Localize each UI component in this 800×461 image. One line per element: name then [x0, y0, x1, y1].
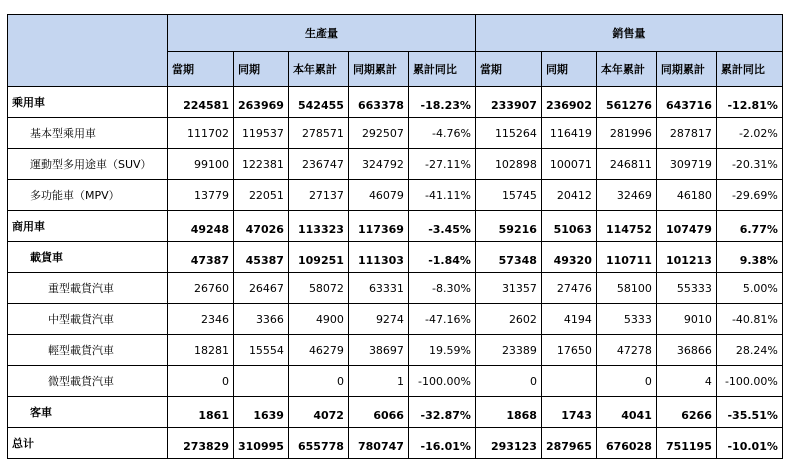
table-cell: 113323 — [288, 211, 348, 242]
table-row — [8, 118, 783, 149]
column-header: 同期 — [541, 52, 596, 87]
table-cell: 655778 — [288, 428, 348, 459]
table-cell: 15554 — [234, 335, 289, 366]
table-cell: 100071 — [541, 149, 596, 180]
table-cell: 0 — [288, 366, 348, 397]
table-body — [8, 15, 783, 459]
table-cell: 1639 — [234, 397, 289, 428]
row-label: 总计 — [8, 428, 168, 459]
table-cell: 28.24% — [716, 335, 782, 366]
table-cell: 4072 — [288, 397, 348, 428]
table-cell: 15745 — [475, 180, 541, 211]
table-cell: -12.81% — [716, 87, 782, 118]
table-cell: 5.00% — [716, 273, 782, 304]
table-cell: 9274 — [348, 304, 408, 335]
table-cell: -2.02% — [716, 118, 782, 149]
table-row — [8, 397, 783, 428]
table-cell: 236747 — [288, 149, 348, 180]
column-header: 同期累計 — [348, 52, 408, 87]
table-cell: 111303 — [348, 242, 408, 273]
table-cell: 0 — [168, 366, 234, 397]
table-cell: 310995 — [234, 428, 289, 459]
row-label: 乘用車 — [8, 87, 168, 118]
table-cell — [234, 366, 289, 397]
table-row — [8, 242, 783, 273]
table-cell: 47026 — [234, 211, 289, 242]
table-cell: 49248 — [168, 211, 234, 242]
table-cell: 2602 — [475, 304, 541, 335]
table-cell: -16.01% — [408, 428, 475, 459]
table-row — [8, 87, 783, 118]
table-cell: -35.51% — [716, 397, 782, 428]
table-cell: 27137 — [288, 180, 348, 211]
table-row — [8, 428, 783, 459]
table-cell: 107479 — [656, 211, 716, 242]
table-cell: -40.81% — [716, 304, 782, 335]
table-cell: 18281 — [168, 335, 234, 366]
table-cell: 281996 — [596, 118, 656, 149]
table-cell: 46079 — [348, 180, 408, 211]
table-cell: 26760 — [168, 273, 234, 304]
table-cell: -4.76% — [408, 118, 475, 149]
table-cell: 6266 — [656, 397, 716, 428]
table-cell: -100.00% — [716, 366, 782, 397]
table-cell: 119537 — [234, 118, 289, 149]
table-cell: 114752 — [596, 211, 656, 242]
table-cell: 1861 — [168, 397, 234, 428]
table-cell: 4900 — [288, 304, 348, 335]
column-header: 累計同比 — [408, 52, 475, 87]
table-cell: 51063 — [541, 211, 596, 242]
table-cell: 0 — [596, 366, 656, 397]
table-cell: -1.84% — [408, 242, 475, 273]
table-cell: -100.00% — [408, 366, 475, 397]
table-cell: 109251 — [288, 242, 348, 273]
column-header: 同期累計 — [656, 52, 716, 87]
table-cell: 19.59% — [408, 335, 475, 366]
column-header: 累計同比 — [716, 52, 782, 87]
table-cell: 4 — [656, 366, 716, 397]
column-header: 當期 — [168, 52, 234, 87]
table-cell: 2346 — [168, 304, 234, 335]
table-cell: 278571 — [288, 118, 348, 149]
table-row — [8, 211, 783, 242]
table-cell: 287817 — [656, 118, 716, 149]
table-cell: 102898 — [475, 149, 541, 180]
table-cell: 293123 — [475, 428, 541, 459]
table-cell: 55333 — [656, 273, 716, 304]
table-cell: 59216 — [475, 211, 541, 242]
table-cell: 6.77% — [716, 211, 782, 242]
table-cell: 47278 — [596, 335, 656, 366]
table-cell: 23389 — [475, 335, 541, 366]
table-cell: -29.69% — [716, 180, 782, 211]
table-cell: 1 — [348, 366, 408, 397]
table-cell: 287965 — [541, 428, 596, 459]
table-cell: 32469 — [596, 180, 656, 211]
table-cell: 780747 — [348, 428, 408, 459]
table-cell: 233907 — [475, 87, 541, 118]
table-cell: 101213 — [656, 242, 716, 273]
table-cell: -8.30% — [408, 273, 475, 304]
table-cell: -47.16% — [408, 304, 475, 335]
table-cell: -20.31% — [716, 149, 782, 180]
table-cell: 110711 — [596, 242, 656, 273]
row-label: 輕型載貨汽車 — [8, 335, 168, 366]
table-row — [8, 273, 783, 304]
table-cell: 46279 — [288, 335, 348, 366]
table-cell: 49320 — [541, 242, 596, 273]
table-cell: 38697 — [348, 335, 408, 366]
table-cell: 13779 — [168, 180, 234, 211]
table-cell: 122381 — [234, 149, 289, 180]
table-cell: 561276 — [596, 87, 656, 118]
table-cell: 263969 — [234, 87, 289, 118]
table-cell: 309719 — [656, 149, 716, 180]
table-cell: 6066 — [348, 397, 408, 428]
table-cell: 4041 — [596, 397, 656, 428]
table-cell: 45387 — [234, 242, 289, 273]
column-header: 當期 — [475, 52, 541, 87]
table-cell: 22051 — [234, 180, 289, 211]
row-label: 重型載貨汽車 — [8, 273, 168, 304]
table-cell: 676028 — [596, 428, 656, 459]
table-cell: 9010 — [656, 304, 716, 335]
table-cell: 273829 — [168, 428, 234, 459]
table-cell: 26467 — [234, 273, 289, 304]
table-cell: 58100 — [596, 273, 656, 304]
column-header: 同期 — [234, 52, 289, 87]
table-cell: 5333 — [596, 304, 656, 335]
table-cell: -18.23% — [408, 87, 475, 118]
row-label: 商用車 — [8, 211, 168, 242]
column-header: 本年累計 — [596, 52, 656, 87]
table-cell: 99100 — [168, 149, 234, 180]
row-label: 客車 — [8, 397, 168, 428]
table-cell: 20412 — [541, 180, 596, 211]
table-cell: 236902 — [541, 87, 596, 118]
table-cell: -41.11% — [408, 180, 475, 211]
table-cell: 3366 — [234, 304, 289, 335]
table-row — [8, 149, 783, 180]
column-header: 本年累計 — [288, 52, 348, 87]
table-cell: 117369 — [348, 211, 408, 242]
table-cell: 292507 — [348, 118, 408, 149]
row-label: 基本型乘用車 — [8, 118, 168, 149]
row-label: 微型載貨汽車 — [8, 366, 168, 397]
table-cell: 246811 — [596, 149, 656, 180]
table-row — [8, 304, 783, 335]
row-label: 中型載貨汽車 — [8, 304, 168, 335]
production-group-header: 生產量 — [168, 15, 476, 52]
table-row — [8, 335, 783, 366]
row-label: 多功能車（MPV） — [8, 180, 168, 211]
table-cell: 57348 — [475, 242, 541, 273]
table-cell: 63331 — [348, 273, 408, 304]
table-row — [8, 180, 783, 211]
table-cell: 115264 — [475, 118, 541, 149]
table-cell: 542455 — [288, 87, 348, 118]
table-cell: 36866 — [656, 335, 716, 366]
table-cell: 58072 — [288, 273, 348, 304]
table-cell: 663378 — [348, 87, 408, 118]
table-cell: 9.38% — [716, 242, 782, 273]
table-cell: 1868 — [475, 397, 541, 428]
table-cell: 4194 — [541, 304, 596, 335]
table-cell: -32.87% — [408, 397, 475, 428]
table-row — [8, 366, 783, 397]
table-cell: -27.11% — [408, 149, 475, 180]
table-cell: 224581 — [168, 87, 234, 118]
table-cell: 47387 — [168, 242, 234, 273]
table-cell: 1743 — [541, 397, 596, 428]
table-cell — [541, 366, 596, 397]
table-cell: 17650 — [541, 335, 596, 366]
table-cell: 116419 — [541, 118, 596, 149]
vehicle-production-sales-table — [7, 14, 783, 459]
header-corner-cell — [8, 15, 168, 87]
row-label: 載貨車 — [8, 242, 168, 273]
row-label: 運動型多用途車（SUV） — [8, 149, 168, 180]
table-cell: -10.01% — [716, 428, 782, 459]
header-row-groups — [8, 15, 783, 52]
table-cell: 0 — [475, 366, 541, 397]
table-cell: 31357 — [475, 273, 541, 304]
sales-group-header: 銷售量 — [475, 15, 782, 52]
table-cell: 46180 — [656, 180, 716, 211]
table-cell: 324792 — [348, 149, 408, 180]
table-cell: -3.45% — [408, 211, 475, 242]
table-cell: 27476 — [541, 273, 596, 304]
table-cell: 643716 — [656, 87, 716, 118]
table-cell: 111702 — [168, 118, 234, 149]
table-cell: 751195 — [656, 428, 716, 459]
